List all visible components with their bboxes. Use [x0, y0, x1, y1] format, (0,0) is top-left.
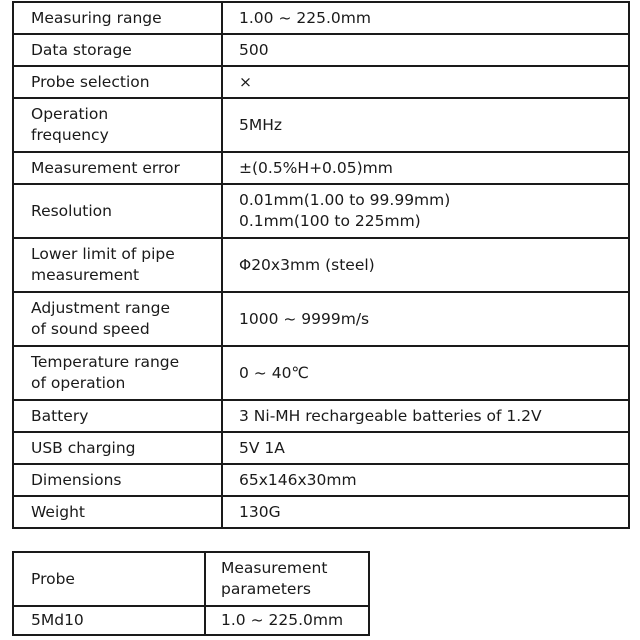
table-row: [13, 464, 629, 496]
row-label-text: Dimensions: [31, 470, 122, 489]
row-label-text: Measurement error: [31, 158, 180, 177]
row-value: [222, 496, 629, 528]
table-row: [13, 400, 629, 432]
row-label: [13, 98, 222, 152]
row-value-text: 130G: [239, 502, 281, 521]
row-label-text: Adjustment range: [31, 299, 170, 317]
row-label-text: 5Md10: [31, 611, 84, 629]
row-label: [13, 152, 222, 184]
row-value: [222, 346, 629, 400]
row-label: [13, 238, 222, 292]
spec-table: [12, 1, 630, 529]
row-label: [13, 346, 222, 400]
row-label-text: Temperature range: [31, 353, 180, 371]
table-row: [13, 606, 369, 635]
row-label: [13, 2, 222, 34]
row-label-text: Data storage: [31, 40, 132, 59]
table-row: [13, 432, 629, 464]
table-row: [13, 2, 629, 34]
row-value: [222, 34, 629, 66]
row-label-text: Probe: [31, 569, 75, 588]
table-row: [13, 346, 629, 400]
row-label-text: Resolution: [31, 201, 112, 220]
row-label: [13, 496, 222, 528]
row-label-text: Operation: [31, 105, 109, 123]
table-row: [13, 184, 629, 238]
row-value: [222, 400, 629, 432]
row-label-text: USB charging: [31, 438, 136, 457]
probe-table: [12, 551, 370, 636]
row-value-text: Measurement: [221, 559, 328, 577]
row-value: [222, 292, 629, 346]
row-value: [205, 606, 369, 635]
row-value-text: 0.01mm(1.00 to 99.99mm): [239, 191, 451, 209]
row-value-text: 0.1mm(100 to 225mm): [239, 212, 421, 230]
row-label: [13, 66, 222, 98]
row-value: [222, 184, 629, 238]
row-value-text: parameters: [221, 580, 311, 598]
row-label: [13, 552, 205, 606]
row-value-text: 3 Ni-MH rechargeable batteries of 1.2V: [239, 406, 542, 425]
row-value-text: 1.0 ~ 225.0mm: [221, 611, 344, 629]
row-label-text: frequency: [31, 126, 109, 144]
table-header-row: [13, 552, 369, 606]
row-value-text: Φ20x3mm (steel): [239, 255, 375, 274]
row-label: [13, 606, 205, 635]
row-label: [13, 464, 222, 496]
row-label-text: Weight: [31, 502, 86, 521]
row-label-text: Lower limit of pipe: [31, 245, 175, 263]
row-value-text: 500: [239, 40, 269, 59]
table-row: [13, 292, 629, 346]
row-label: [13, 184, 222, 238]
row-label-text: of operation: [31, 374, 126, 392]
row-value: [205, 552, 369, 606]
row-label-text: measurement: [31, 266, 140, 284]
row-label-text: of sound speed: [31, 320, 150, 338]
table-row: [13, 98, 629, 152]
row-value: [222, 432, 629, 464]
row-value: [222, 464, 629, 496]
row-value: [222, 2, 629, 34]
table-row: [13, 66, 629, 98]
row-value-text: 5MHz: [239, 115, 283, 134]
row-value-text: ±(0.5%H+0.05)mm: [239, 158, 393, 177]
row-label: [13, 432, 222, 464]
row-value-text: 65x146x30mm: [239, 470, 357, 489]
table-row: [13, 152, 629, 184]
row-value-text: 5V 1A: [239, 438, 285, 457]
row-value: [222, 98, 629, 152]
row-value-text: 1000 ~ 9999m/s: [239, 309, 370, 328]
table-row: [13, 238, 629, 292]
row-label: [13, 292, 222, 346]
row-label: [13, 400, 222, 432]
row-label-text: Probe selection: [31, 72, 150, 91]
table-row: [13, 496, 629, 528]
row-label-text: Measuring range: [31, 8, 162, 27]
row-label: [13, 34, 222, 66]
row-value-text: ×: [239, 72, 252, 91]
row-value: [222, 238, 629, 292]
row-value: [222, 152, 629, 184]
row-value-text: 1.00 ~ 225.0mm: [239, 8, 371, 27]
row-value-text: 0 ~ 40℃: [239, 363, 309, 382]
table-row: [13, 34, 629, 66]
row-value: [222, 66, 629, 98]
row-label-text: Battery: [31, 406, 89, 425]
